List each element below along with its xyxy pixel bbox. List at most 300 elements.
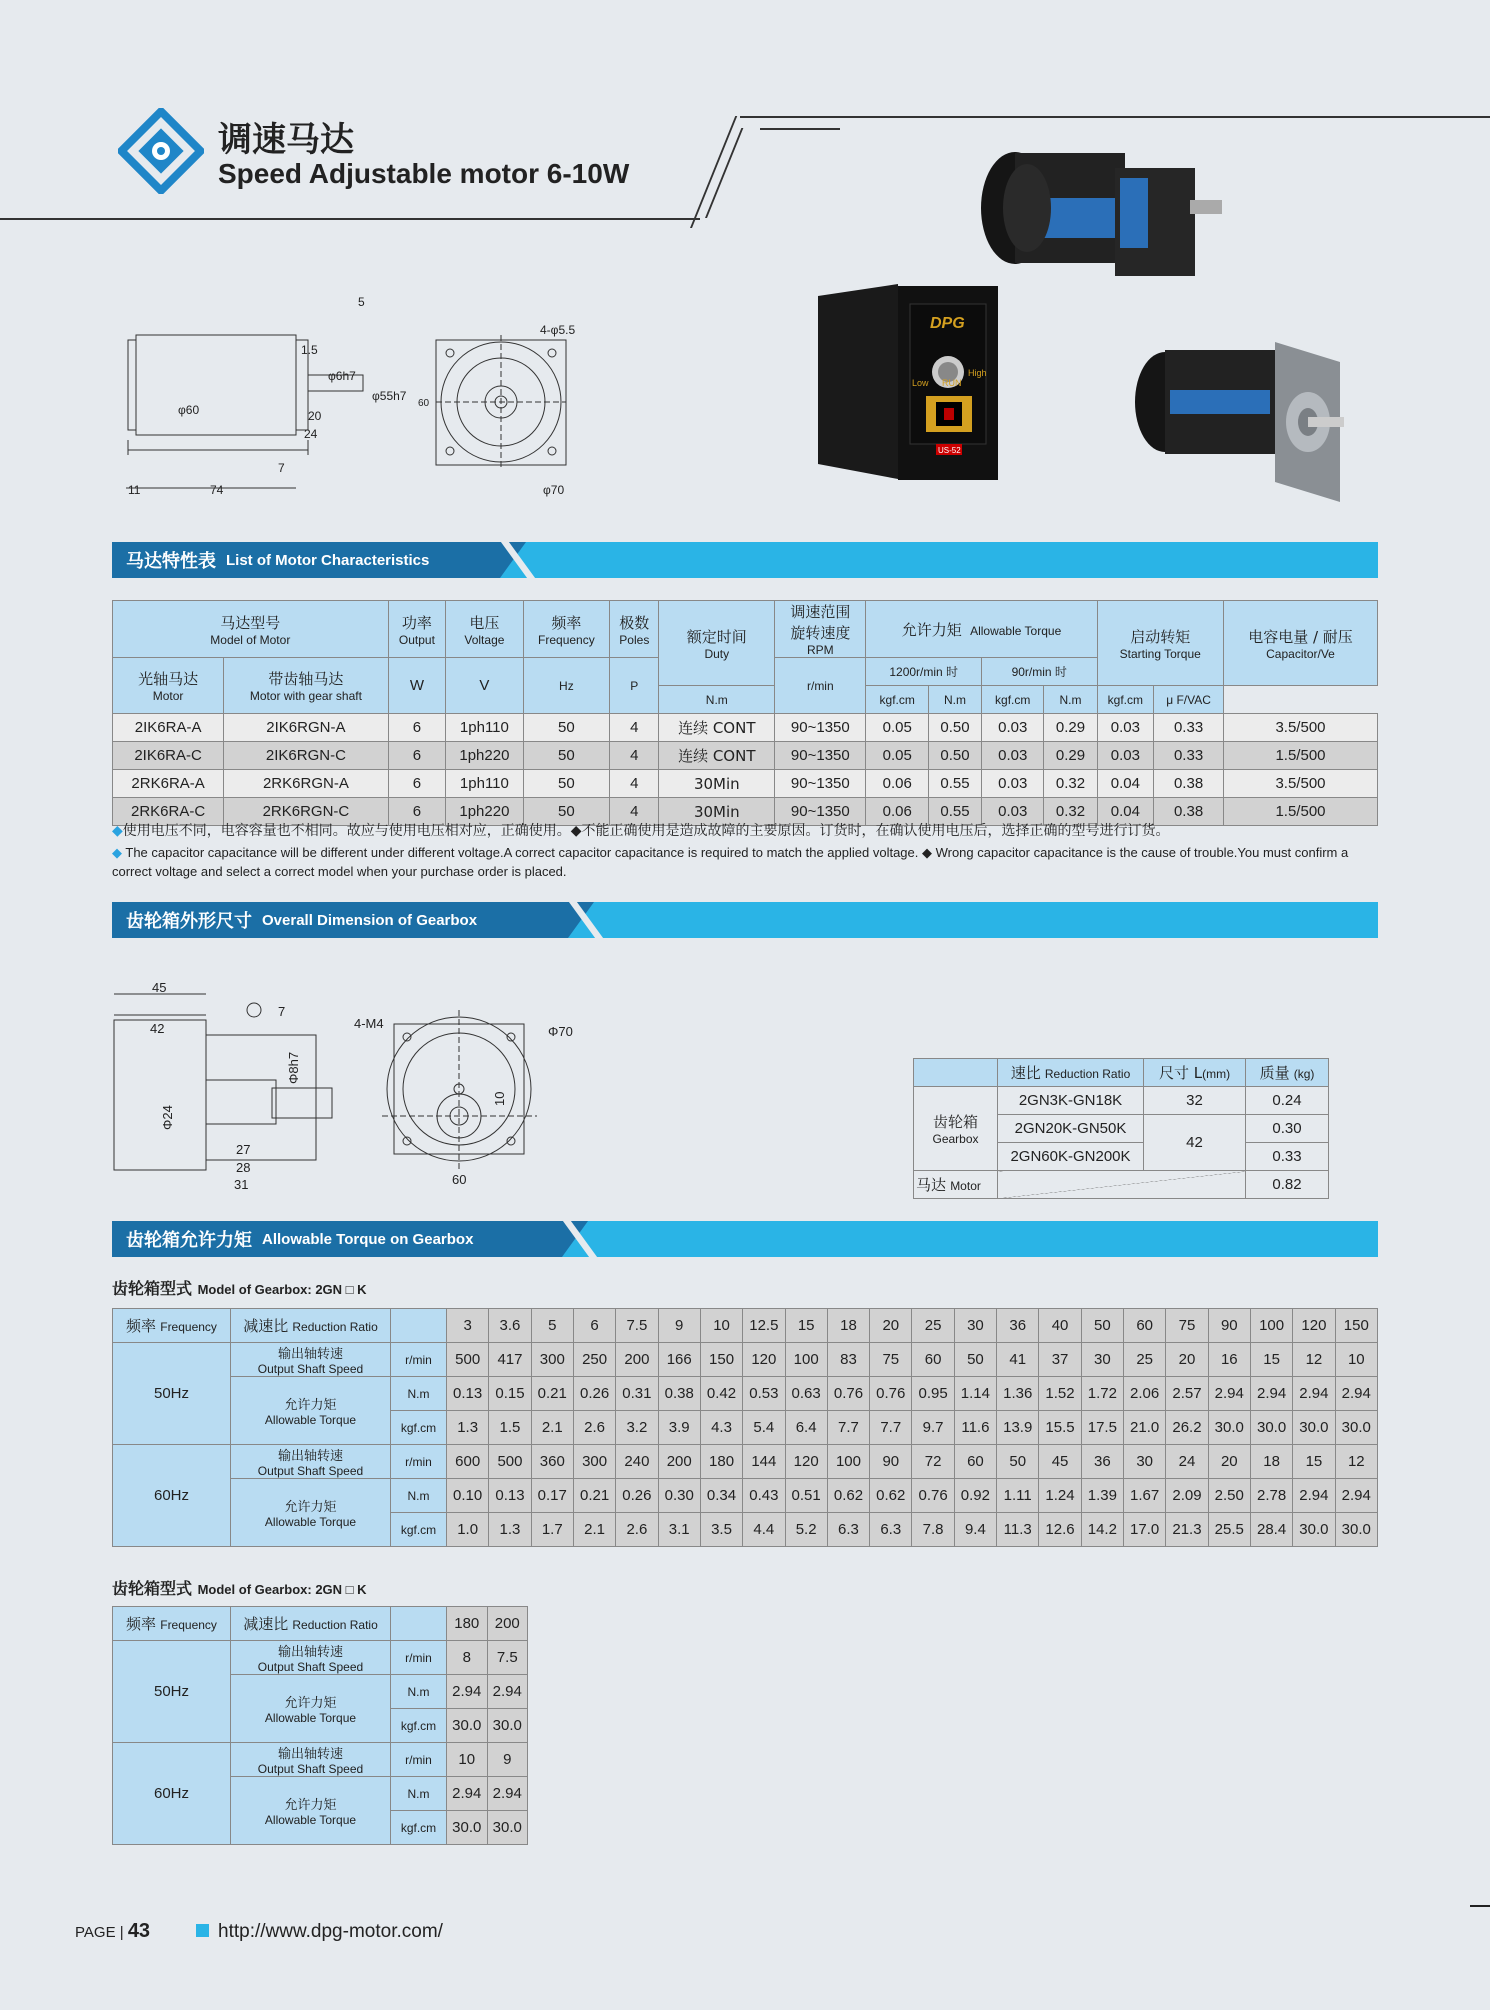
value-cell: 300 (531, 1343, 573, 1377)
motor-dimension-drawing (118, 290, 618, 510)
section-title-cn: 马达特性表 (126, 551, 216, 572)
value-cell: 1.39 (1081, 1479, 1123, 1513)
value-cell: 7.8 (912, 1513, 954, 1547)
page-title-cn: 调速马达 (218, 120, 354, 160)
value-cell: 14.2 (1081, 1513, 1123, 1547)
value-cell: 37 (1039, 1343, 1081, 1377)
value-cell: 4.4 (743, 1513, 785, 1547)
ratio-cell: 100 (1250, 1309, 1292, 1343)
motor-cell: 4 (610, 742, 659, 770)
section-allowable-torque (112, 1221, 1378, 1257)
frequency-label: 50Hz (113, 1641, 231, 1743)
value-cell: 200 (616, 1343, 658, 1377)
motor-cell: 连续 CONT (659, 714, 775, 742)
value-cell: 7.7 (870, 1411, 912, 1445)
motor-cell: 2RK6RA-A (113, 770, 224, 798)
speed-label: 输出轴转速 Output Shaft Speed (231, 1641, 391, 1675)
motor-cell: 4 (610, 798, 659, 826)
ratio-cell: 18 (827, 1309, 869, 1343)
section-title (112, 902, 568, 938)
value-cell: 13.9 (997, 1411, 1039, 1445)
value-cell: 30.0 (487, 1811, 528, 1845)
note-cn: 使用电压不同，电容容量也不相同。故应与使用电压相对应，正确使用。◆不能正确使用是造成故障的主要原因。订货时，在确认使用电压后，选择正确的型号进行订货。 (122, 823, 1170, 839)
motor-cell: 1ph110 (446, 714, 523, 742)
section-title (112, 542, 500, 578)
ratio-cell: 36 (997, 1309, 1039, 1343)
value-cell: 45 (1039, 1445, 1081, 1479)
motor-cell: 90~1350 (775, 742, 866, 770)
value-cell: 15.5 (1039, 1411, 1081, 1445)
value-cell: 150 (700, 1343, 742, 1377)
ratio-cell: 12.5 (743, 1309, 785, 1343)
dim-label: 31 (234, 1177, 249, 1192)
ratio-cell: 6 (573, 1309, 615, 1343)
unit-cell: kgf.cm (391, 1513, 447, 1547)
value-cell: 30.0 (1208, 1411, 1250, 1445)
hdr-gear-shaft: 带齿轴马达 Motor with gear shaft (224, 658, 388, 714)
motor-cell: 90~1350 (775, 770, 866, 798)
dim-label: 10 (492, 1091, 507, 1106)
dim-label: Φ24 (160, 1105, 175, 1130)
ratio-cell: 2GN3K-GN18K (998, 1087, 1144, 1115)
value-cell: 1.11 (997, 1479, 1039, 1513)
table-row (113, 1343, 1378, 1377)
unit-cell: r/min (391, 1743, 447, 1777)
table-row (113, 742, 1378, 770)
mass-cell: 0.24 (1246, 1087, 1329, 1115)
ratio-cell: 2GN20K-GN50K (998, 1115, 1144, 1143)
page-edge-mark (1470, 1905, 1490, 1907)
value-cell: 30.0 (447, 1709, 488, 1743)
value-cell: 2.94 (1335, 1479, 1377, 1513)
motor-cell: 1ph220 (446, 798, 523, 826)
value-cell: 10 (1335, 1343, 1377, 1377)
diamond-icon: ◆ (112, 823, 123, 839)
hdr-poles: 极数 Poles (610, 601, 659, 658)
ratio-cell: 200 (487, 1607, 528, 1641)
gearbox-label: 齿轮箱 Gearbox (914, 1087, 998, 1171)
value-cell: 250 (573, 1343, 615, 1377)
hdr-voltage: 电压 Voltage (446, 601, 523, 658)
value-cell: 2.94 (487, 1777, 528, 1811)
bullet-square-icon (196, 1924, 209, 1937)
header-rule (0, 218, 700, 220)
motor-cell: 2RK6RGN-A (224, 770, 388, 798)
value-cell: 0.13 (447, 1377, 489, 1411)
unit-nm: N.m (1044, 686, 1097, 714)
value-cell: 30 (1081, 1343, 1123, 1377)
section-title-en: List of Motor Characteristics (226, 551, 430, 569)
controller-model: US-52 (938, 446, 961, 455)
blank-cell (914, 1059, 998, 1087)
value-cell: 600 (447, 1445, 489, 1479)
unit-cap: μ F/VAC (1154, 686, 1224, 714)
value-cell: 20 (1208, 1445, 1250, 1479)
dim-label: φ6h7 (328, 369, 356, 383)
value-cell: 30.0 (1250, 1411, 1292, 1445)
section-title-cn: 齿轮箱允许力矩 (126, 1230, 252, 1251)
ratio-cell: 20 (870, 1309, 912, 1343)
value-cell: 1.36 (997, 1377, 1039, 1411)
value-cell: 417 (489, 1343, 531, 1377)
value-cell: 240 (616, 1445, 658, 1479)
table-row (113, 1309, 1378, 1343)
value-cell: 2.1 (531, 1411, 573, 1445)
dim-label: φ60 (178, 403, 200, 417)
value-cell: 360 (531, 1445, 573, 1479)
motor-cell: 0.38 (1154, 798, 1224, 826)
motor-cell: 0.03 (1097, 742, 1154, 770)
value-cell: 1.3 (489, 1513, 531, 1547)
header-rule-top2 (760, 128, 840, 130)
value-cell: 30.0 (1335, 1513, 1377, 1547)
unit-cell: r/min (391, 1445, 447, 1479)
value-cell: 2.6 (573, 1411, 615, 1445)
value-cell: 200 (658, 1445, 700, 1479)
diamond-icon: ◆ (112, 845, 122, 860)
motor-cell: 0.05 (866, 742, 929, 770)
value-cell: 120 (785, 1445, 827, 1479)
torque-label: 允许力矩 Allowable Torque (231, 1777, 391, 1845)
unit-cell: N.m (391, 1777, 447, 1811)
value-cell: 72 (912, 1445, 954, 1479)
dim-label: 7 (278, 1004, 286, 1019)
motor-cell: 0.29 (1044, 714, 1097, 742)
motor-cell: 1.5/500 (1223, 798, 1377, 826)
value-cell: 2.06 (1124, 1377, 1166, 1411)
motor-cell: 1ph110 (446, 770, 523, 798)
value-cell: 2.09 (1166, 1479, 1208, 1513)
torque-label: 允许力矩 Allowable Torque (231, 1377, 391, 1445)
value-cell: 0.51 (785, 1479, 827, 1513)
ratio-cell: 9 (658, 1309, 700, 1343)
value-cell: 9.7 (912, 1411, 954, 1445)
motor-cell: 0.55 (928, 770, 981, 798)
controller-high: High (968, 368, 987, 378)
value-cell: 300 (573, 1445, 615, 1479)
value-cell: 2.6 (616, 1513, 658, 1547)
value-cell: 5.2 (785, 1513, 827, 1547)
controller-low: Low (912, 378, 929, 388)
motor-cell: 2IK6RA-A (113, 714, 224, 742)
torque1-title: 齿轮箱型式 Model of Gearbox: 2GN □ K (112, 1279, 367, 1298)
gearbox-dimension-drawing (112, 980, 612, 1195)
value-cell: 75 (870, 1343, 912, 1377)
value-cell: 1.3 (447, 1411, 489, 1445)
motor-cell: 2IK6RGN-C (224, 742, 388, 770)
unit-nm: N.m (928, 686, 981, 714)
dim-label: 5 (358, 295, 365, 309)
section-title-en: Allowable Torque on Gearbox (262, 1230, 474, 1248)
value-cell: 180 (700, 1445, 742, 1479)
hdr-duty: 额定时间 Duty (659, 601, 775, 686)
motor-cell: 4 (610, 770, 659, 798)
value-cell: 60 (912, 1343, 954, 1377)
hdr-allowable-torque: 允许力矩 Allowable Torque (866, 601, 1097, 658)
ratio-cell: 180 (447, 1607, 488, 1641)
value-cell: 30.0 (1293, 1411, 1335, 1445)
motor-cell: 0.03 (981, 770, 1044, 798)
notes (112, 822, 1382, 881)
value-cell: 30.0 (487, 1709, 528, 1743)
table-row (113, 1641, 528, 1675)
torque-table-2 (112, 1606, 528, 1845)
value-cell: 0.34 (700, 1479, 742, 1513)
frequency-label: 50Hz (113, 1343, 231, 1445)
ratio-cell: 60 (1124, 1309, 1166, 1343)
motor-cell: 4 (610, 714, 659, 742)
motor-cell: 0.32 (1044, 770, 1097, 798)
value-cell: 0.92 (954, 1479, 996, 1513)
mass-cell: 0.82 (1246, 1171, 1329, 1199)
value-cell: 25.5 (1208, 1513, 1250, 1547)
value-cell: 0.17 (531, 1479, 573, 1513)
hdr-ratio: 速比 Reduction Ratio (998, 1059, 1144, 1087)
value-cell: 12.6 (1039, 1513, 1081, 1547)
value-cell: 100 (785, 1343, 827, 1377)
hdr-reduction-ratio: 减速比 Reduction Ratio (231, 1607, 391, 1641)
value-cell: 18 (1250, 1445, 1292, 1479)
unit-rmin: r/min (775, 658, 866, 714)
size-cell: 32 (1144, 1087, 1246, 1115)
ratio-cell: 50 (1081, 1309, 1123, 1343)
motor-cell: 6 (388, 742, 446, 770)
value-cell: 2.94 (1250, 1377, 1292, 1411)
value-cell: 3.2 (616, 1411, 658, 1445)
value-cell: 0.63 (785, 1377, 827, 1411)
value-cell: 3.1 (658, 1513, 700, 1547)
motor-cell: 0.38 (1154, 770, 1224, 798)
motor-cell: 1.5/500 (1223, 742, 1377, 770)
value-cell: 9 (487, 1743, 528, 1777)
unit-cell: N.m (391, 1479, 447, 1513)
motor-cell: 50 (523, 714, 610, 742)
motor-cell: 2IK6RA-C (113, 742, 224, 770)
motor-cell: 30Min (659, 770, 775, 798)
value-cell: 0.10 (447, 1479, 489, 1513)
ratio-cell: 75 (1166, 1309, 1208, 1343)
value-cell: 0.21 (531, 1377, 573, 1411)
value-cell: 144 (743, 1445, 785, 1479)
ratio-cell: 25 (912, 1309, 954, 1343)
value-cell: 9.4 (954, 1513, 996, 1547)
hdr-frequency: 频率 Frequency (113, 1607, 231, 1641)
dim-label: 11 (128, 483, 141, 497)
controller-run: RUN (942, 378, 962, 388)
value-cell: 120 (743, 1343, 785, 1377)
value-cell: 12 (1293, 1343, 1335, 1377)
note-en-line (112, 843, 1382, 881)
unit-hz: Hz (523, 658, 610, 714)
table-row (113, 1743, 528, 1777)
dim-label: φ70 (543, 483, 565, 497)
controller-brand: DPG (930, 315, 965, 332)
page-title-en: Speed Adjustable motor 6-10W (218, 158, 630, 189)
value-cell: 0.62 (870, 1479, 912, 1513)
motor-cell: 6 (388, 770, 446, 798)
unit-nm: N.m (659, 686, 775, 714)
ratio-cell: 90 (1208, 1309, 1250, 1343)
hdr-size: 尺寸 L(mm) (1144, 1059, 1246, 1087)
table-row (113, 714, 1378, 742)
dim-label: Φ70 (548, 1024, 573, 1039)
geared-motor-photo (965, 128, 1235, 313)
motor-cell: 2RK6RGN-C (224, 798, 388, 826)
motor-cell: 0.04 (1097, 798, 1154, 826)
header-rule-diag (690, 116, 737, 228)
dim-label: 74 (210, 483, 224, 497)
value-cell: 2.94 (1335, 1377, 1377, 1411)
value-cell: 0.30 (658, 1479, 700, 1513)
value-cell: 2.94 (447, 1777, 488, 1811)
value-cell: 16 (1208, 1343, 1250, 1377)
speed-label: 输出轴转速 Output Shaft Speed (231, 1343, 391, 1377)
value-cell: 8 (447, 1641, 488, 1675)
value-cell: 0.21 (573, 1479, 615, 1513)
motor-cell: 3.5/500 (1223, 714, 1377, 742)
value-cell: 1.52 (1039, 1377, 1081, 1411)
value-cell: 2.78 (1250, 1479, 1292, 1513)
frequency-label: 60Hz (113, 1445, 231, 1547)
motor-cell: 1ph220 (446, 742, 523, 770)
ratio-cell: 10 (700, 1309, 742, 1343)
hdr-output: 功率 Output (388, 601, 446, 658)
note-en: The capacitor capacitance will be different under different voltage.A correct capacitor capacitance is required to match the applied voltage. ◆ Wrong capacitor capacitance is the cause of trouble.You must confirm a correct voltage and select a correct model when your purchase order is placed. (112, 845, 1349, 879)
hdr-model: 马达型号 Model of Motor (113, 601, 389, 658)
table-row (113, 1607, 528, 1641)
value-cell: 83 (827, 1343, 869, 1377)
unit-w: W (388, 658, 446, 714)
unit-cell: N.m (391, 1675, 447, 1709)
dim-label: 27 (236, 1142, 251, 1157)
website-link[interactable]: http://www.dpg-motor.com/ (218, 1921, 443, 1942)
dim-label: 42 (150, 1021, 165, 1036)
motor-cell: 0.32 (1044, 798, 1097, 826)
value-cell: 2.94 (1293, 1479, 1335, 1513)
value-cell: 2.50 (1208, 1479, 1250, 1513)
value-cell: 2.94 (1208, 1377, 1250, 1411)
note-cn-line (112, 822, 1382, 841)
value-cell: 25 (1124, 1343, 1166, 1377)
value-cell: 0.76 (870, 1377, 912, 1411)
motor-slash-cell (998, 1171, 1246, 1199)
value-cell: 0.15 (489, 1377, 531, 1411)
value-cell: 3.5 (700, 1513, 742, 1547)
unit-cell: kgf.cm (391, 1411, 447, 1445)
unit-p: P (610, 658, 659, 714)
value-cell: 1.0 (447, 1513, 489, 1547)
dim-label: 4-φ5.5 (540, 323, 576, 337)
value-cell: 5.4 (743, 1411, 785, 1445)
value-cell: 11.6 (954, 1411, 996, 1445)
table-row (113, 1377, 1378, 1411)
table-row (113, 770, 1378, 798)
motor-characteristics-table (112, 600, 1378, 826)
motor-cell: 6 (388, 798, 446, 826)
ratio-cell: 3 (447, 1309, 489, 1343)
unit-kgf: kgf.cm (1097, 686, 1154, 714)
table-row (113, 1445, 1378, 1479)
value-cell: 1.67 (1124, 1479, 1166, 1513)
motor-cell: 0.03 (1097, 714, 1154, 742)
motor-table-body (113, 714, 1378, 826)
value-cell: 0.53 (743, 1377, 785, 1411)
unit-cell: r/min (391, 1641, 447, 1675)
dim-label: 7 (278, 461, 285, 475)
gearbox-mass-table (913, 1058, 1329, 1199)
value-cell: 21.3 (1166, 1513, 1208, 1547)
value-cell: 166 (658, 1343, 700, 1377)
value-cell: 4.3 (700, 1411, 742, 1445)
dim-label: φ55h7 (372, 389, 407, 403)
value-cell: 0.76 (827, 1377, 869, 1411)
unit-kgf: kgf.cm (866, 686, 929, 714)
motor-cell: 3.5/500 (1223, 770, 1377, 798)
value-cell: 1.24 (1039, 1479, 1081, 1513)
value-cell: 41 (997, 1343, 1039, 1377)
value-cell: 0.38 (658, 1377, 700, 1411)
hdr-motor: 光轴马达 Motor (113, 658, 224, 714)
value-cell: 1.5 (489, 1411, 531, 1445)
value-cell: 3.9 (658, 1411, 700, 1445)
motor-cell: 0.50 (928, 742, 981, 770)
unit-kgf: kgf.cm (981, 686, 1044, 714)
ratio-cell: 150 (1335, 1309, 1377, 1343)
value-cell: 7.7 (827, 1411, 869, 1445)
section-title-en: Overall Dimension of Gearbox (262, 911, 478, 929)
speed-label: 输出轴转速 Output Shaft Speed (231, 1445, 391, 1479)
value-cell: 17.0 (1124, 1513, 1166, 1547)
value-cell: 11.3 (997, 1513, 1039, 1547)
value-cell: 500 (447, 1343, 489, 1377)
mass-cell: 0.33 (1246, 1143, 1329, 1171)
ratio-cell: 30 (954, 1309, 996, 1343)
unit-cell: r/min (391, 1343, 447, 1377)
hdr-rpm: 调速范围 旋转速度 RPM (775, 601, 866, 658)
ratio-cell: 7.5 (616, 1309, 658, 1343)
value-cell: 36 (1081, 1445, 1123, 1479)
value-cell: 17.5 (1081, 1411, 1123, 1445)
value-cell: 6.3 (870, 1513, 912, 1547)
mass-cell: 0.30 (1246, 1115, 1329, 1143)
motor-cell: 50 (523, 770, 610, 798)
speed-label: 输出轴转速 Output Shaft Speed (231, 1743, 391, 1777)
dim-label: 60 (452, 1172, 467, 1187)
blank-cell (391, 1309, 447, 1343)
value-cell: 28.4 (1250, 1513, 1292, 1547)
value-cell: 2.94 (487, 1675, 528, 1709)
motor-cell: 0.29 (1044, 742, 1097, 770)
hdr-1200: 1200r/min 时 (866, 658, 982, 686)
hdr-frequency: 频率 Frequency (113, 1309, 231, 1343)
value-cell: 0.31 (616, 1377, 658, 1411)
brand-logo-icon (118, 108, 204, 194)
dim-label: 4-M4 (354, 1016, 384, 1031)
dim-label: 1.5 (301, 343, 318, 357)
hdr-reduction-ratio: 减速比 Reduction Ratio (231, 1309, 391, 1343)
value-cell: 50 (954, 1343, 996, 1377)
dim-label: 60 (418, 398, 430, 409)
dim-label: 24 (304, 427, 318, 441)
value-cell: 30 (1124, 1445, 1166, 1479)
value-cell: 15 (1250, 1343, 1292, 1377)
frequency-label: 60Hz (113, 1743, 231, 1845)
value-cell: 21.0 (1124, 1411, 1166, 1445)
ratio-cell: 15 (785, 1309, 827, 1343)
value-cell: 0.95 (912, 1377, 954, 1411)
motor-cell: 0.04 (1097, 770, 1154, 798)
value-cell: 2.57 (1166, 1377, 1208, 1411)
